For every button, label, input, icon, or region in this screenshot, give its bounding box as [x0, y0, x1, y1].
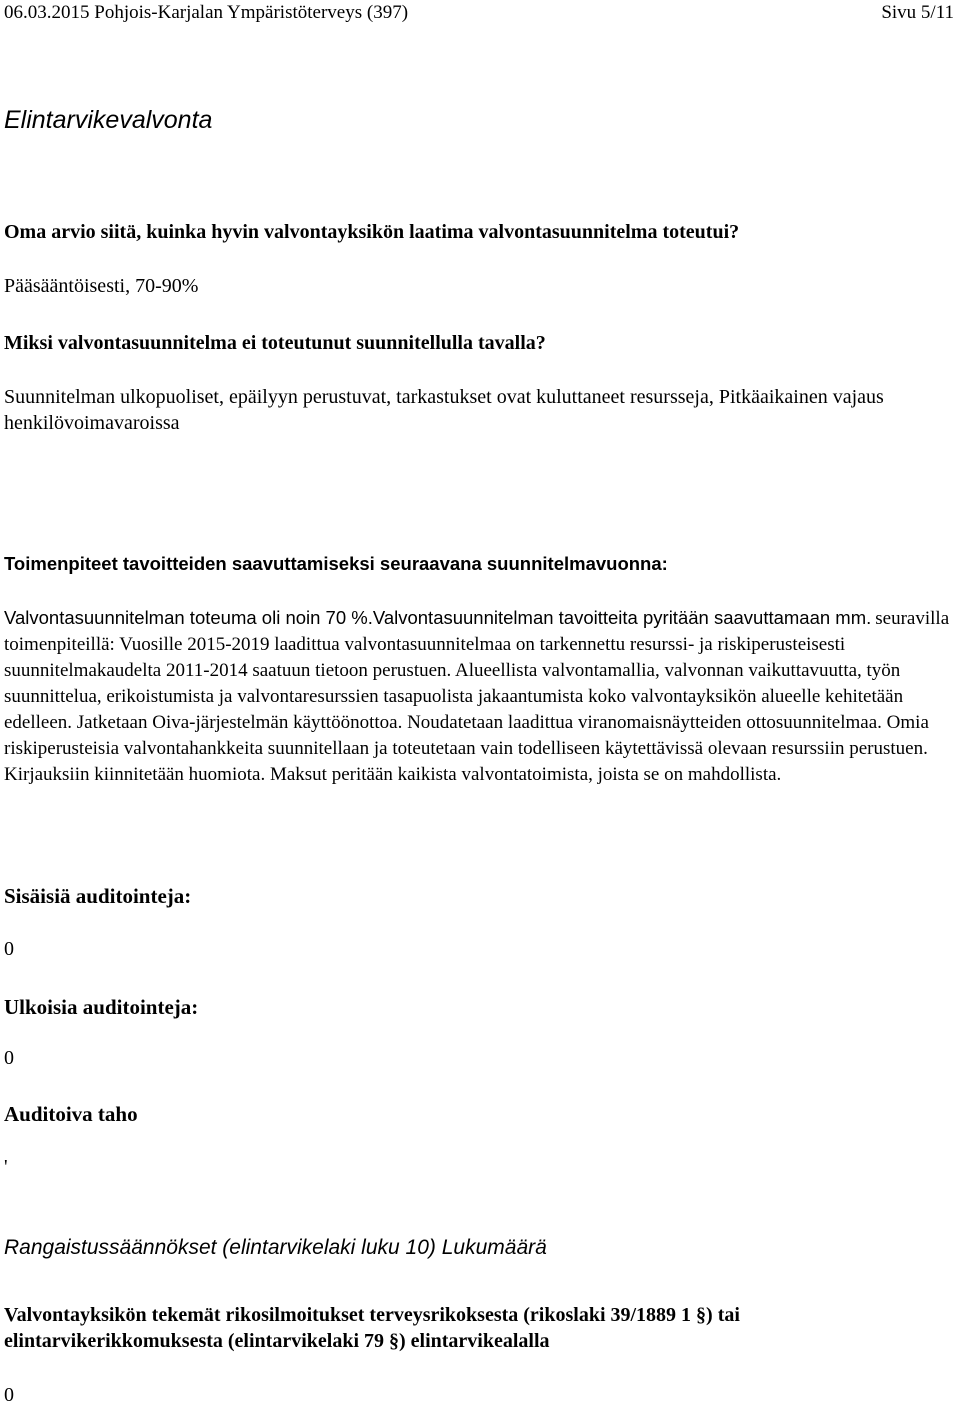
measures-text-sans: Valvontasuunnitelman toteuma oli noin 70 %.Valvontasuunnitelman tavoitteita pyritään saavuttamaan mm.	[4, 607, 872, 628]
header-date-org: 06.03.2015 Pohjois-Karjalan Ympäristöterveys (397)	[4, 2, 409, 23]
penalties-value: 0	[4, 1384, 14, 1406]
section-title: Elintarvikevalvonta	[4, 106, 213, 134]
header-page-number: Sivu 5/11	[881, 2, 954, 23]
measures-heading: Toimenpiteet tavoitteiden saavuttamiseksi seuraavana suunnitelmavuonna:	[4, 553, 668, 574]
answer-plan-realization: Pääsääntöisesti, 70-90%	[4, 275, 199, 297]
external-audits-label: Ulkoisia auditointeja:	[4, 995, 199, 1019]
auditor-value: '	[4, 1156, 8, 1178]
measures-paragraph	[4, 605, 956, 788]
answer-why-not-realized: Suunnitelman ulkopuoliset, epäilyyn perustuvat, tarkastukset ovat kuluttaneet resursseja, Pitkäaikainen vajaus henkilövoimavaroissa	[4, 386, 884, 434]
question-why-not-realized: Miksi valvontasuunnitelma ei toteutunut suunnitellulla tavalla?	[4, 332, 546, 354]
auditor-label: Auditoiva taho	[4, 1102, 138, 1126]
penalties-title: Rangaistussäännökset (elintarvikelaki luku 10) Lukumäärä	[4, 1236, 547, 1259]
external-audits-value: 0	[4, 1047, 14, 1069]
penalties-question: Valvontayksikön tekemät rikosilmoitukset terveysrikoksesta (rikoslaki 39/1889 1 §) tai elintarvikerikkomuksesta (elintarvikelaki 79 §) elintarvikealalla	[4, 1304, 740, 1352]
internal-audits-value: 0	[4, 938, 14, 960]
measures-text-serif: seuravilla toimenpiteillä: Vuosille 2015-2019 laadittua valvontasuunnitelmaa on tarkennettu resurssi- ja riskiperusteisesti suunnitelmakaudelta 2011-2014 saatuun tietoon perustuen. Alueellista valvontamallia, valvonnan vaikuttavuutta, työn suunnittelua, erikoistumista ja valvontaresurssien tasapuolista jakaantumista koko valvontayksikön alueelle kehitetään edelleen. Jatketaan Oiva-järjestelmän käyttöönottoa. Noudatetaan laadittua viranomaisnäytteiden ottosuunnitelmaa. Omia riskiperusteisia valvontahankkeita suunnitellaan ja toteutetaan vain todelliseen käytettävissä olevaan resurssiin perustuen. Kirjauksiin kiinnitetään huomiota. Maksut peritään kaikista valvontatoimista, joista se on mahdollista.	[4, 608, 950, 785]
internal-audits-label: Sisäisiä auditointeja:	[4, 884, 192, 908]
page-header	[4, 0, 954, 26]
question-plan-realization: Oma arvio siitä, kuinka hyvin valvontayksikön laatima valvontasuunnitelma toteutui?	[4, 221, 740, 243]
